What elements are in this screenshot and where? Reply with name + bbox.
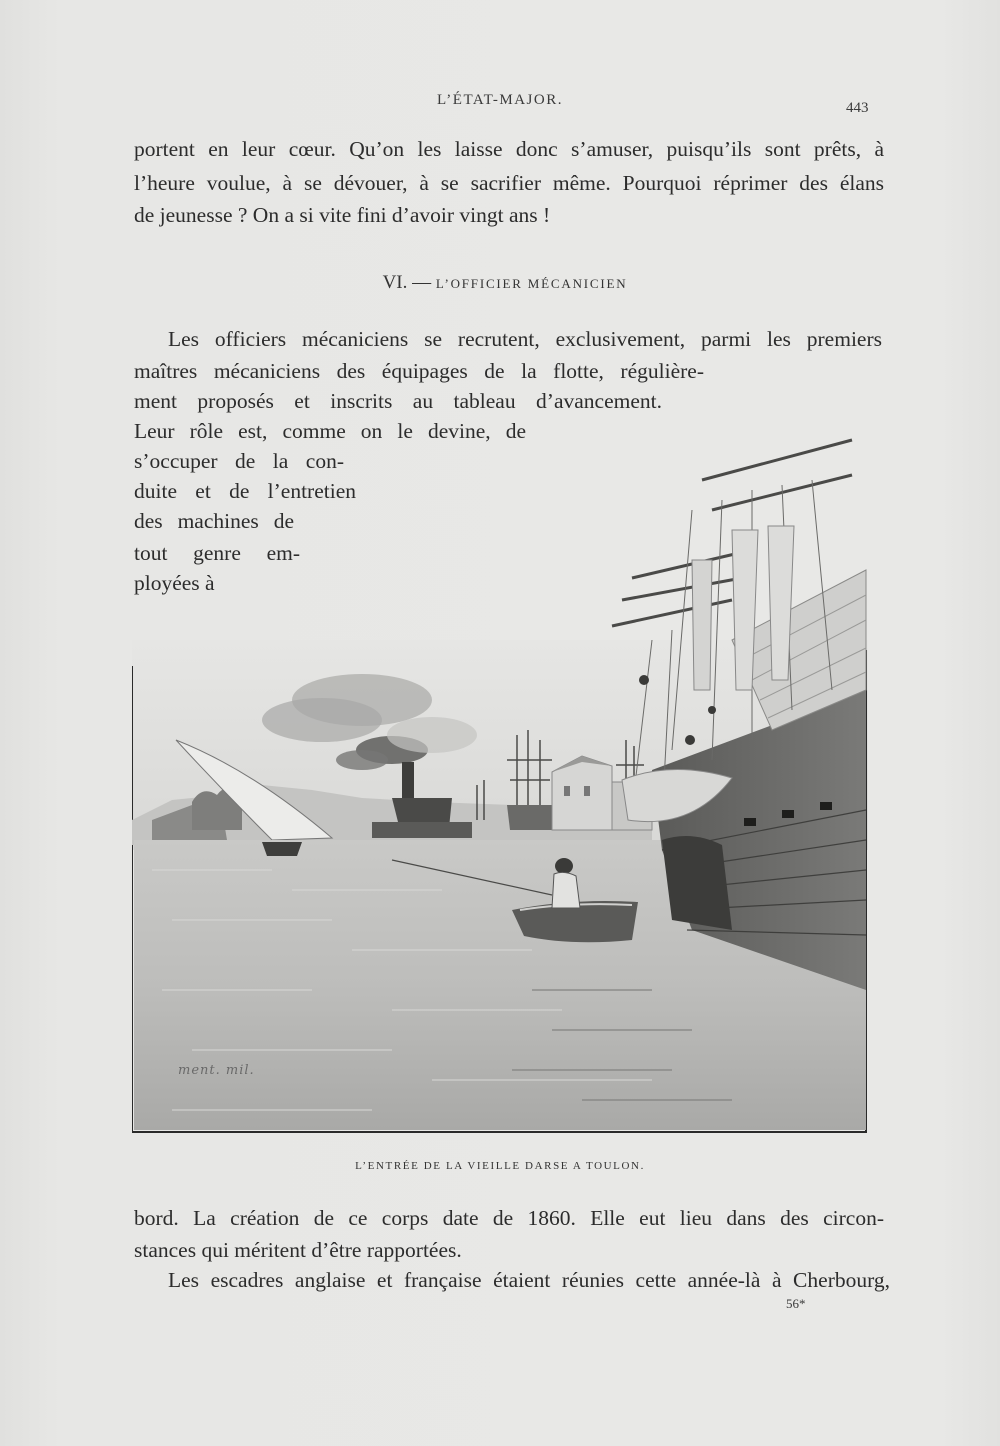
text-line: duite et de l’entretien — [134, 479, 356, 503]
text-line: ment proposés et inscrits au tableau d’avancement. — [134, 389, 662, 413]
text-line: bord. La création de ce corps date de 1860. Elle eut lieu dans des circon- — [134, 1206, 884, 1230]
illustration-caption: L’ENTRÉE DE LA VIEILLE DARSE A TOULON. — [355, 1160, 645, 1172]
text-line: portent en leur cœur. Qu’on les laisse donc s’amuser, puisqu’ils sont prêts, à — [134, 137, 884, 161]
text-line: Les escadres anglaise et française étaient réunies cette année-là à Cherbourg, — [168, 1268, 890, 1292]
text-line: l’heure voulue, à se dévouer, à se sacrifier même. Pourquoi réprimer des élans — [134, 171, 884, 195]
harbor-illustration — [132, 390, 868, 1134]
text-line: tout genre em- — [134, 541, 300, 565]
section-heading — [0, 272, 1000, 294]
text-line: s’occuper de la con- — [134, 449, 344, 473]
section-numeral: VI. — — [382, 272, 432, 293]
text-line: maîtres mécaniciens des équipages de la flotte, régulière- — [134, 359, 704, 383]
artist-signature: ment. mil. — [178, 1063, 255, 1078]
text-line: stances qui méritent d’être rapportées. — [134, 1238, 462, 1262]
text-line: Les officiers mécaniciens se recrutent, exclusivement, parmi les premiers — [168, 327, 882, 351]
text-line: de jeunesse ? On a si vite fini d’avoir vingt ans ! — [134, 203, 551, 227]
running-title: L’ÉTAT-MAJOR. — [437, 92, 563, 108]
printer-signature-mark: 56* — [786, 1296, 806, 1311]
text-line: ployées à — [134, 571, 215, 595]
text-line: des machines de — [134, 509, 294, 533]
section-title: L’OFFICIER MÉCANICIEN — [435, 276, 628, 291]
page-number: 443 — [846, 100, 869, 116]
text-line: Leur rôle est, comme on le devine, de — [134, 419, 526, 443]
